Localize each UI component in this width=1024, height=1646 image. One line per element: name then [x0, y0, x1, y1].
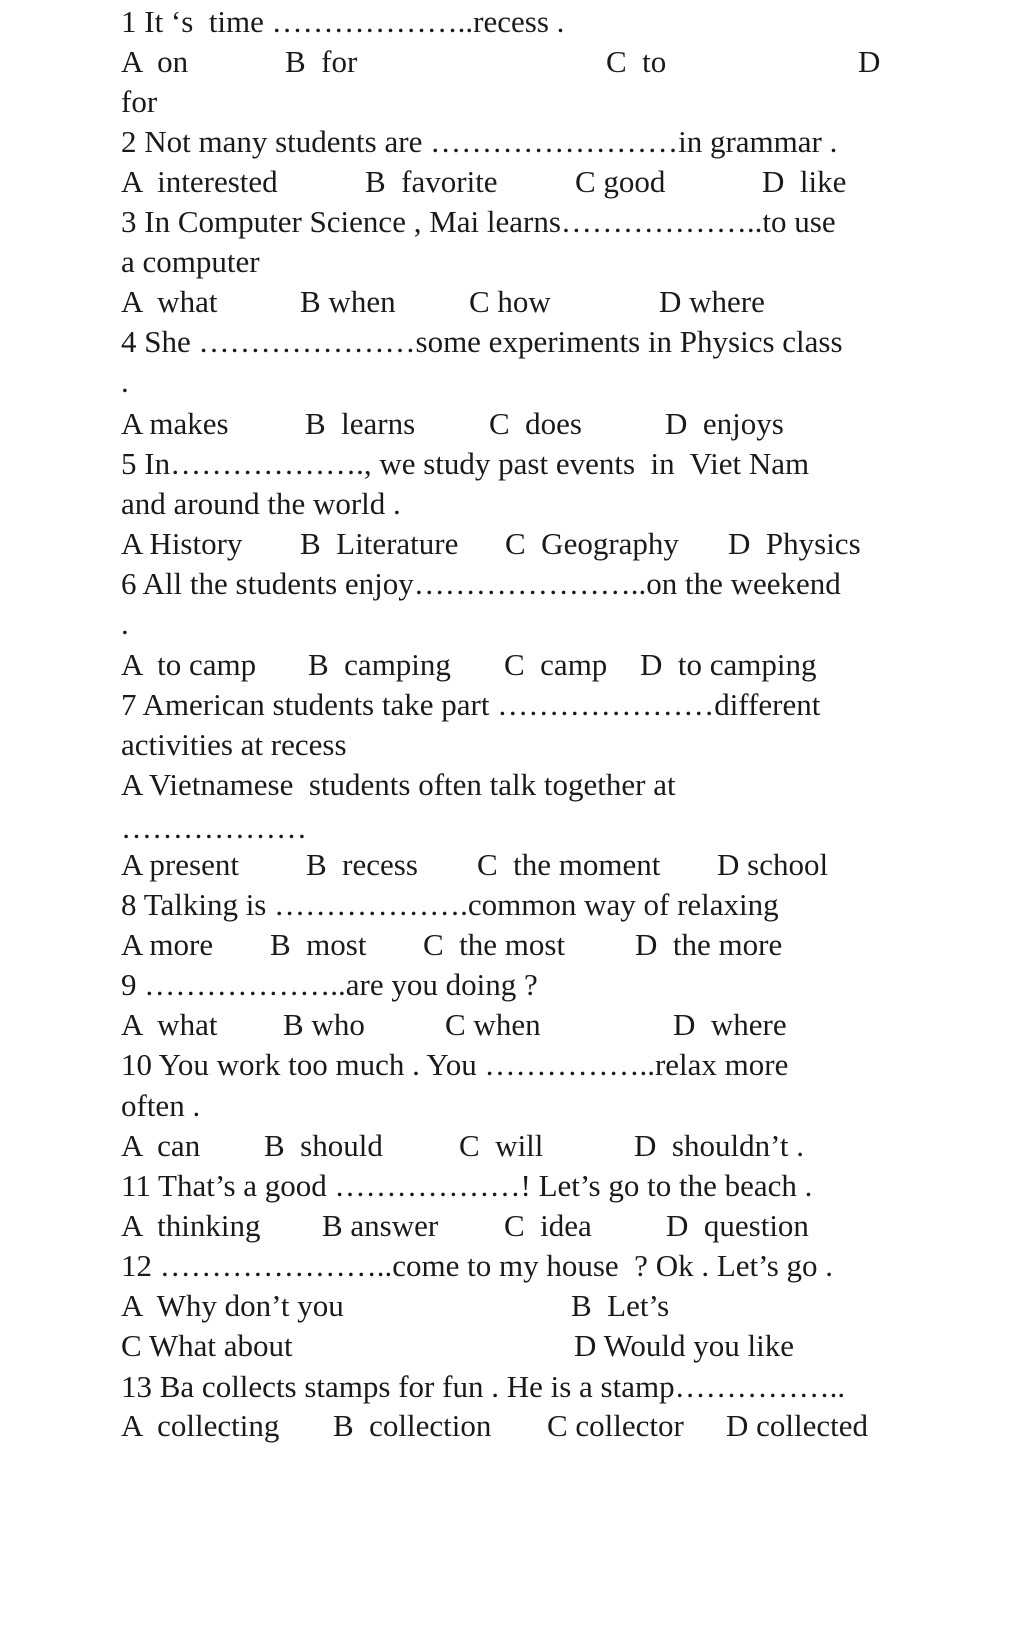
question-7-stem-second-sentence: A Vietnamese students often talk together at — [121, 767, 676, 802]
question-12-options-row-2 — [121, 1326, 794, 1366]
question-7-stem-continued: activities at recess — [121, 727, 347, 762]
question-4-options — [121, 404, 784, 444]
question-8-stem: 8 Talking is ……………….common way of relaxing — [121, 887, 779, 922]
question-3-option-c: C how — [469, 284, 551, 319]
question-10-option-b: B should — [264, 1128, 383, 1163]
question-5-option-c: C Geography — [505, 526, 679, 561]
question-5-option-d: D Physics — [728, 526, 861, 561]
question-2-options — [121, 162, 847, 202]
question-7-option-a: A present — [121, 847, 239, 882]
question-8-option-b: B most — [270, 927, 367, 962]
question-5-option-a: A History — [121, 526, 243, 561]
question-5-option-b: B Literature — [300, 526, 459, 561]
question-2-option-d: D like — [762, 164, 847, 199]
question-7-blank: ……………… — [121, 810, 307, 845]
question-11-option-b: B answer — [322, 1208, 439, 1243]
question-1-option-c: C to — [606, 44, 667, 79]
question-10-option-d: D shouldn’t . — [634, 1128, 804, 1163]
question-4-option-c: C does — [489, 406, 582, 441]
question-6-option-c: C camp — [504, 647, 608, 682]
question-9-options — [121, 1005, 787, 1045]
question-7-option-c: C the moment — [477, 847, 661, 882]
question-13-option-a: A collecting — [121, 1408, 280, 1443]
question-13-options — [121, 1406, 869, 1446]
question-5-stem-continued: and around the world . — [121, 486, 401, 521]
question-13-stem: 13 Ba collects stamps for fun . He is a stamp…………….. — [121, 1369, 846, 1404]
question-1-option-d: D — [858, 44, 881, 79]
question-12-stem: 12 …………………..come to my house ? Ok . Let’s go . — [121, 1248, 834, 1283]
question-4-stem: 4 She …………………some experiments in Physics class — [121, 324, 843, 359]
question-3-option-b: B when — [300, 284, 396, 319]
question-9-option-b: B who — [283, 1007, 365, 1042]
question-7-options — [121, 845, 829, 885]
question-13-option-c: C collector — [547, 1408, 684, 1443]
question-13-option-b: B collection — [333, 1408, 492, 1443]
question-4-stem-continued: . — [121, 364, 129, 399]
question-9-option-a: A what — [121, 1007, 218, 1042]
question-6-option-b: B camping — [308, 647, 451, 682]
question-9-stem: 9 ………………..are you doing ? — [121, 967, 538, 1002]
question-1-option-d-continued: for — [121, 84, 158, 119]
question-4-option-d: D enjoys — [665, 406, 784, 441]
question-6-stem-continued: . — [121, 606, 129, 641]
question-4-option-a: A makes — [121, 406, 229, 441]
question-12-option-b: B Let’s — [571, 1288, 670, 1323]
question-7-option-d: D school — [717, 847, 829, 882]
question-10-option-c: C will — [459, 1128, 544, 1163]
question-5-stem: 5 In………………., we study past events in Viet Nam — [121, 446, 810, 481]
question-3-option-a: A what — [121, 284, 218, 319]
question-8-option-c: C the most — [423, 927, 566, 962]
question-11-options — [121, 1206, 809, 1246]
question-11-option-d: D question — [666, 1208, 809, 1243]
question-6-options — [121, 645, 817, 685]
question-3-stem-continued: a computer — [121, 244, 260, 279]
question-3-option-d: D where — [659, 284, 765, 319]
question-12-option-a: A Why don’t you — [121, 1288, 344, 1323]
question-13-option-d: D collected — [726, 1408, 869, 1443]
question-4-option-b: B learns — [305, 406, 416, 441]
question-12-options-row-1 — [121, 1286, 670, 1326]
question-2-stem: 2 Not many students are ……………………in grammar . — [121, 124, 838, 159]
question-8-options — [121, 925, 783, 965]
question-10-stem: 10 You work too much . You ……………..relax more — [121, 1047, 789, 1082]
question-5-options — [121, 524, 861, 564]
question-6-stem: 6 All the students enjoy…………………..on the weekend — [121, 566, 841, 601]
question-2-option-b: B favorite — [365, 164, 498, 199]
question-7-option-b: B recess — [306, 847, 418, 882]
question-2-option-c: C good — [575, 164, 666, 199]
question-8-option-a: A more — [121, 927, 214, 962]
question-11-option-a: A thinking — [121, 1208, 261, 1243]
question-12-option-d: D Would you like — [574, 1328, 794, 1363]
question-6-option-d: D to camping — [640, 647, 817, 682]
question-10-option-a: A can — [121, 1128, 201, 1163]
question-10-options — [121, 1126, 804, 1166]
question-11-option-c: C idea — [504, 1208, 592, 1243]
question-12-option-c: C What about — [121, 1328, 293, 1363]
question-3-options — [121, 282, 765, 322]
question-1-option-a: A on — [121, 44, 189, 79]
question-1-stem: 1 It ‘s time ………………..recess . — [121, 4, 565, 39]
question-9-option-c: C when — [445, 1007, 541, 1042]
question-1-option-b: B for — [285, 44, 358, 79]
question-11-stem: 11 That’s a good ………………! Let’s go to the beach . — [121, 1168, 813, 1203]
question-10-stem-continued: often . — [121, 1088, 201, 1123]
question-1-options — [121, 42, 881, 82]
question-7-stem: 7 American students take part …………………different — [121, 687, 821, 722]
question-6-option-a: A to camp — [121, 647, 257, 682]
question-8-option-d: D the more — [635, 927, 783, 962]
question-2-option-a: A interested — [121, 164, 278, 199]
question-9-option-d: D where — [673, 1007, 787, 1042]
question-3-stem: 3 In Computer Science , Mai learns………………..to use — [121, 204, 836, 239]
